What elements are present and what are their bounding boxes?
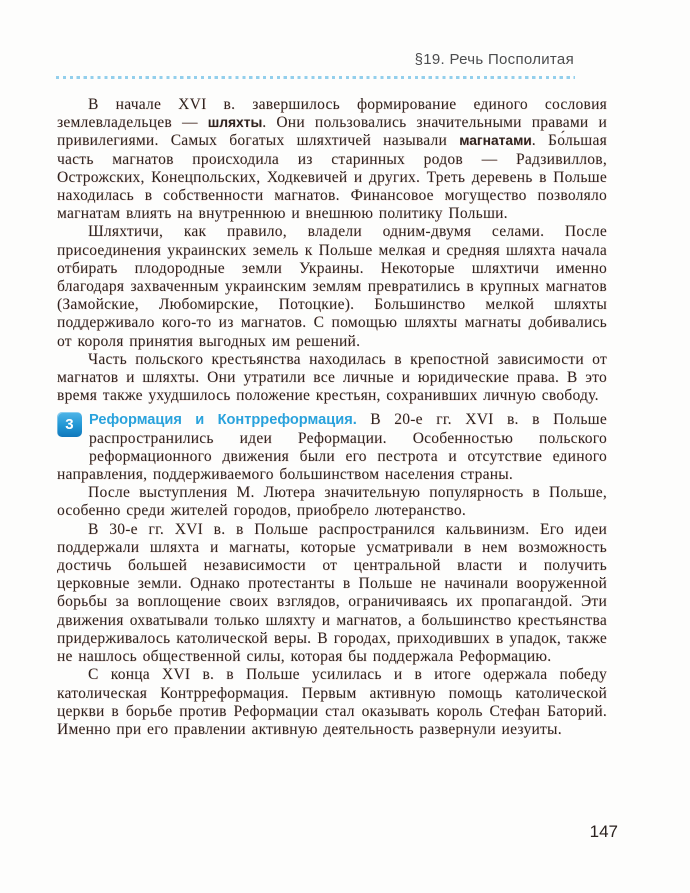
dotted-divider [56,76,575,79]
section-number-badge: 3 [57,412,82,437]
section-paragraph: 3 Реформация и Контрреформация. В 20-е гг. XVI в. в Польше распространились идеи Реформации. Особенностью польского реформационного движения были его пестрота и отсутствие единого направления, поддерживаемого большинством населения страны. [57,411,607,484]
bold-term: магнатами [459,133,532,149]
running-header: §19. Речь Посполитая [414,51,574,68]
bold-term: шляхты [207,115,263,131]
text-column [57,96,607,739]
paragraph: В начале XVI в. завершилось формирование единого сословия землевладельцев — шляхты. Они пользовались значительными правами и привилегиями. Самых богатых шляхтичей называли магнатами. Бо́льшая часть магнатов происходила из старинных родов — Радзивиллов, Острожских, Конецпольских, Ходкевичей и других. Треть деревень в Польше находилась в собственности магнатов. Финансовое могущество позволяло магнатам влиять на внутреннюю и внешнюю политику Польши. [57,96,608,223]
section-title: Реформация и Контрреформация. [89,412,357,429]
paragraph: После выступления М. Лютера значительную популярность в Польше, особенно среди жителей городов, приобрело лютеранство. [57,484,607,520]
paragraph: С конца XVI в. в Польше усилилась и в итоге одержала победу католическая Контрреформация. Первым активную помощь католической церкви в борьбе против Реформации стал оказывать король Стефан Баторий. Именно при его правлении активную деятельность развернули иезуиты. [57,666,607,738]
paragraph: В 30-е гг. XVI в. в Польше распространился кальвинизм. Его идеи поддержали шляхта и магнаты, которые усматривали в нем возможность достичь большей независимости от центральной власти и получить церковные земли. Однако протестанты в Польше не начинали вооруженной борьбы за воплощение своих взглядов, ограничиваясь их пропагандой. Эти движения охватывали только шляхту и магнатов, а большинство крестьянства придерживалось католической веры. В городах, приходивших в упадок, также не нашлось общественной силы, которая бы поддержала Реформацию. [57,520,607,666]
page-number: 147 [589,822,618,841]
paragraph: Часть польского крестьянства находилась в крепостной зависимости от магнатов и шляхты. Они утратили все личные и юридические права. В это время также ухудшилось положение крестьян, сохранивших личную свободу. [57,350,607,405]
paragraph: Шляхтичи, как правило, владели одним-двумя селами. После присоединения украинских земель к Польше мелкая и средняя шляхта начала отбирать плодородные земли Украины. Некоторые шляхтичи именно благодаря захваченным украинским землям превратились в крупных магнатов (Замойские, Любомирские, Потоцкие). Большинство мелкой шляхты поддерживало кого-то из магнатов. С помощью шляхты магнаты добивались от короля принятия выгодных им решений. [57,223,607,350]
